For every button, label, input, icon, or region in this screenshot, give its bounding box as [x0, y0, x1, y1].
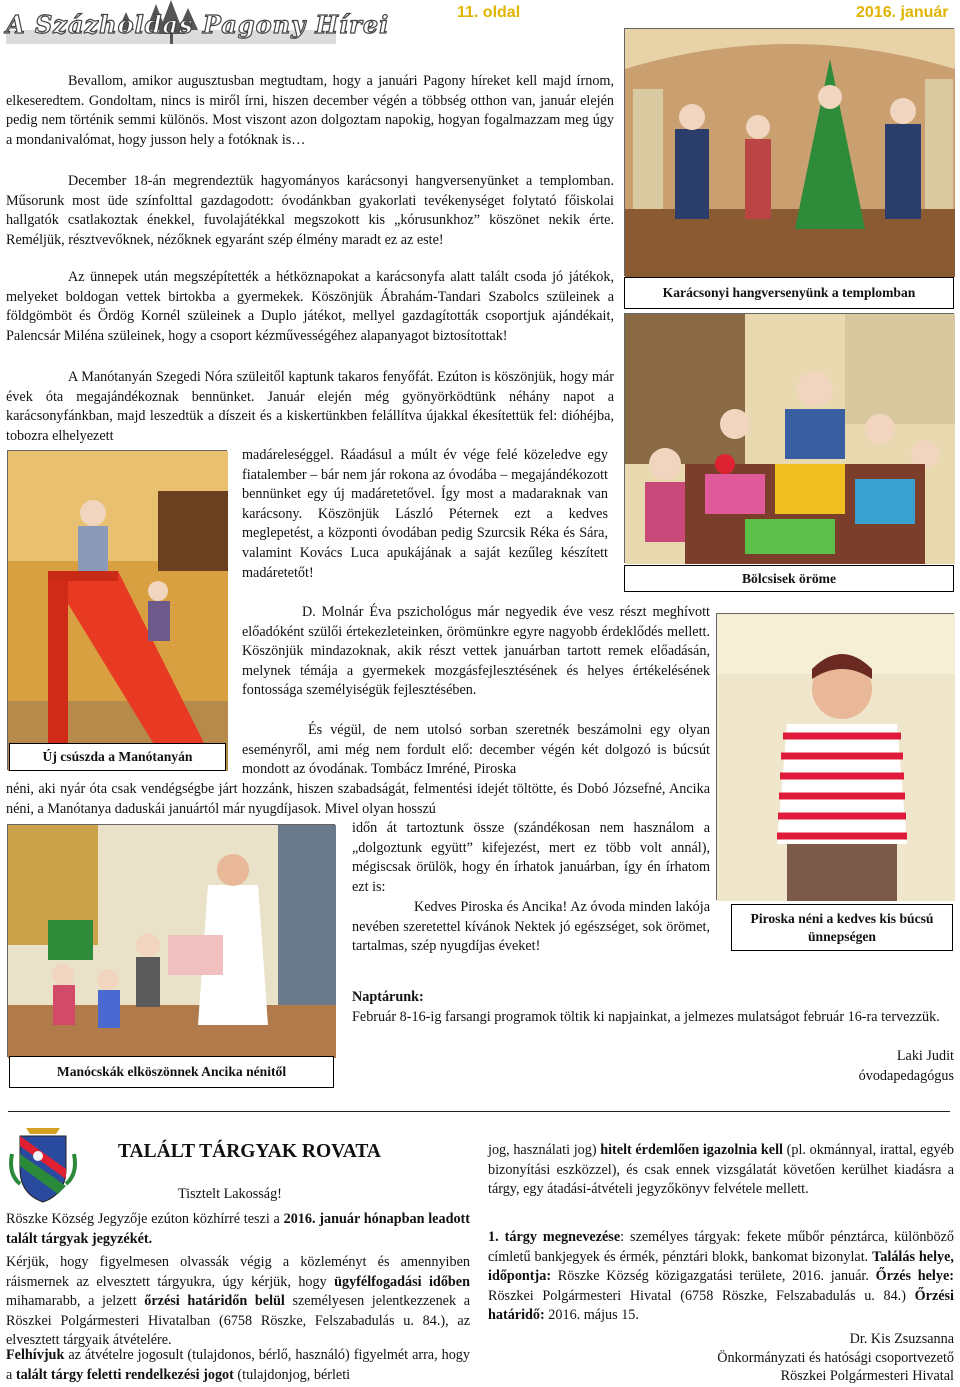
signatory-office: Röszkei Polgármesteri Hivatal: [780, 1368, 954, 1384]
paragraph-retirement: És végül, de nem utolsó sorban szeretnék beszámolni egy olyan eseményről, ami még nem fordult elő: december végén két dolgozó is búcsút mondott az óvodának. Tombácz Imréné, Piroska: [242, 722, 710, 778]
paragraph-gifts: Az ünnepek után megszépítették a hétköznapokat a karácsonyfa alatt talált csoda jó játékok, melyeket boldogan vettek birtokba a gyermekek. Köszönjük Ábrahám-Tandari Szabolcs szüleinek a földgömböt és Ördög Kornél szüleinek a Duplo játékot, mellyel gazdagították csoportjuk ajándékait, Palencsár Miléna szüleinek, hogy a csoport kézművességéhez alapanyagot biztosítottak!: [6, 269, 614, 344]
lost-item-1: 1. tárgy megnevezése: személyes tárgyak: fekete műbőr pénztárca, különböző címletű bankjegyek és érmék, pénztári blokk, bankomat bizonylat. Találás helye, időpontja: Röszke Község közigazgatási területe, 2016. január. Őrzés helye: Röszkei Polgármesteri Hivatal (6758 Röszke, Felszabadulás u. 84.) Őrzési határidő: 2016. május 15.: [488, 1229, 954, 1324]
paragraph-together: időn át tartoztunk össze (szándékosan nem használom a „dolgoztunk együtt” kifejezést, mert ez több volt annál), mégiscsak örülök, hogy én írhatok januárban, így én írhatom ezt is:: [352, 820, 710, 895]
paragraph-wishes: Kedves Piroska és Ancika! Az óvoda minden lakója nevében szeretettel kívánok Nektek jó egészséget, sok örömet, tartalmas, szép nyugdíjas éveket!: [352, 899, 710, 955]
lost-found-announcement: Röszke Község Jegyzője ezúton közhírré teszi a 2016. január hónapban leadott talált tárgyak jegyzékét.: [6, 1211, 470, 1247]
caption-farewell-gift: Manócskák elköszönnek Ancika nénitől: [9, 1056, 334, 1088]
lost-found-notice: Felhívjuk az átvételre jogosult (tulajdonos, bérlő, használó) figyelmét arra, hogy a talált tárgy feletti rendelkezési jogot (tulajdonjog, bérleti: [6, 1347, 470, 1383]
paragraph-psychologist: D. Molnár Éva pszichológus már negyedik éve vesz részt meghívott előadóként szülői értekezleteinken, örömünkre egyre nagyobb érdeklődés mellett. Köszönjük mindazoknak, akik részt vettek januárban tartott remek előadásán, melynek témája a gyermekek mozgásfejlesztésének és helyes értékelésének fontossága személyiségük fejlesztésében.: [242, 604, 710, 699]
photo-nursery-joy: [624, 313, 954, 563]
program-title: Naptárunk:: [352, 989, 424, 1005]
caption-farewell-party: Piroska néni a kedves kis búcsú ünnepségen: [731, 904, 953, 951]
paragraph-retirement-cont: néni, aki nyár óta csak vendégségbe járt hozzánk, hiszen szabadságát, felmentési idejét töltötte, és Dobó Józsefné, Ancika néni, a Manótanya daduskái januártól már nyugdíjasok. Mivel olyan hosszú: [6, 781, 710, 817]
paragraph-tree: A Manótanyán Szegedi Nóra szüleitől kaptunk takaros fenyőfát. Ezúton is köszönjük, hogy már évek óta megajándékoznak bennünket. Január elején még gyönyörködtünk néhány napot a karácsonyfánkban, majd leszedtük a díszeit és a kiskertünkben felállítva újakkal ékesítettük fel: dióhéjba, tobozra elhelyezett: [6, 369, 614, 444]
roszke-coat-of-arms-icon: [8, 1124, 78, 1204]
paragraph-bird-feeder: madáreleséggel. Ráadásul a múlt év vége felé közeledve egy fiatalember – bár nem jár rokona az óvodába – megajándékozott bennünket egy új madáretetővel. Így most a madaraknak van karácsony. Köszönjük László Péternek ezt a kedves meglepetést, a központi óvodában pedig Szurcsik Réka és Sára, valamint Kovács Luca apukájának a saját kezűleg készített madáretetőt!: [242, 447, 608, 581]
photo-farewell-party: [716, 613, 954, 900]
caption-concert: Karácsonyi hangversenyünk a templomban: [624, 277, 954, 309]
lost-found-greeting: Tisztelt Lakosság!: [178, 1186, 282, 1202]
section-divider: [8, 1111, 950, 1112]
photo-christmas-concert: [624, 28, 954, 276]
issue-date: 2016. január: [856, 4, 949, 21]
signature-name: Laki Judit: [896, 1048, 954, 1064]
paragraph-intro: Bevallom, amikor augusztusban megtudtam, hogy a januári Pagony híreket kell majd írnom, elkeseredtem. Gondoltam, nincs is miről írni, hiszen december végén a többség otthon van, január elején pedig nem történik semmi különös. Most viszont azon dolgoztam napokig, hogyan fogalmazzam meg úgy a mondanivalómat, hogy jusson hely a fotóknak is…: [6, 73, 614, 148]
page-number: 11. oldal: [457, 4, 521, 21]
masthead-title: A Százholdas Pagony Hírei: [6, 10, 390, 39]
paragraph-concert: December 18-án megrendeztük hagyományos karácsonyi hangversenyünket a templomban. Műsorunk most üde színfolttal gazdagodott: óvodánkban gyakorlati tevékenységet folytató főiskolai hallgatók csatlakoztak énekkel, fuvolajátékkal megszokott kis „kórusunkhoz” köszönet nekik érte. Reméljük, résztvevőknek, nézőknek egyaránt szép élmény maradt ez az este!: [6, 173, 614, 248]
caption-slide: Új csúszda a Manótanyán: [9, 743, 226, 771]
lost-found-legal: jog, használati jog) hitelt érdemlően igazolnia kell (pl. okmánnyal, irattal, egyéb bizonyítási eszközzel), és csak ennek vizsgálatát követően kerülhet kiadásra a tárgy, egy átadási-átvételi jegyzőkönyv felvétele mellett.: [488, 1142, 954, 1198]
program-text: Február 8-16-ig farsangi programok töltik ki napjainkat, a jelmezes mulatságot február 16-ra tervezzük.: [352, 1009, 940, 1025]
lost-found-request: Kérjük, hogy figyelmesen olvassák végig a közleményt és amennyiben ráismernek az elvesztett tárgyukra, úgy kérjük, hogy ügyfélfogadási időben mihamarabb, a jelzett őrzési határidőn belül személyesen jelentkezzenek a Röszkei Polgármesteri Hivatalban (6758 Röszke, Felszabadulás u. 84.), az elvesztett tárgyaik átvételére.: [6, 1254, 470, 1349]
caption-nursery: Bölcsisek öröme: [624, 565, 954, 592]
photo-farewell-gift: [7, 824, 335, 1057]
signatory-title: Önkormányzati és hatósági csoportvezető: [717, 1350, 954, 1366]
photo-new-slide: [7, 450, 227, 770]
signatory-name: Dr. Kis Zsuzsanna: [849, 1331, 954, 1347]
lost-found-title: TALÁLT TÁRGYAK ROVATA: [118, 1141, 381, 1162]
signature-role: óvodapedagógus: [858, 1068, 954, 1084]
masthead-logo: [6, 0, 390, 62]
